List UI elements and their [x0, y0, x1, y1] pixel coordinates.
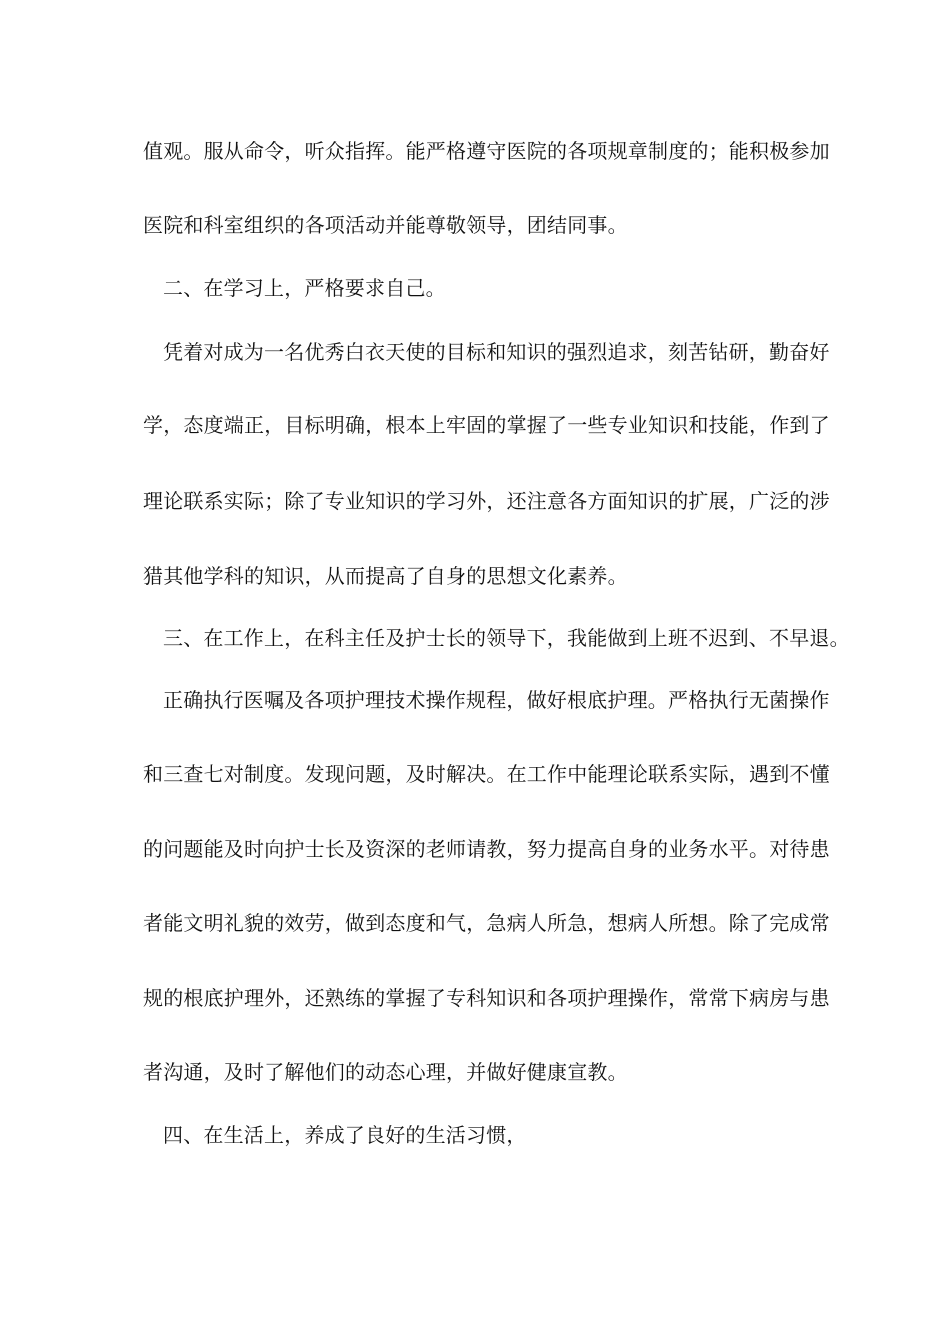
- text-line: 学，态度端正，目标明确，根本上牢固的掌握了一些专业知识和技能，作到了: [143, 413, 830, 437]
- text-line: 猎其他学科的知识，从而提高了自身的思想文化素养。: [143, 564, 628, 588]
- text-line: 规的根底护理外，还熟练的掌握了专科知识和各项护理操作，常常下病房与患: [143, 986, 830, 1010]
- text-line: 值观。服从命令，听众指挥。能严格遵守医院的各项规章制度的；能积极参加: [143, 139, 830, 163]
- text-line: 医院和科室组织的各项活动并能尊敬领导，团结同事。: [143, 213, 628, 237]
- text-line: 和三查七对制度。发现问题，及时解决。在工作中能理论联系实际，遇到不懂: [143, 762, 830, 786]
- text-line: 正确执行医嘱及各项护理技术操作规程，做好根底护理。严格执行无菌操作: [163, 688, 830, 712]
- section-heading: 三、在工作上，在科主任及护士长的领导下，我能做到上班不迟到、不早退。: [163, 626, 850, 650]
- section-heading: 二、在学习上，严格要求自己。: [163, 276, 446, 300]
- section-heading: 四、在生活上，养成了良好的生活习惯，: [163, 1123, 527, 1147]
- text-line: 者能文明礼貌的效劳，做到态度和气，急病人所急，想病人所想。除了完成常: [143, 911, 830, 935]
- text-line: 理论联系实际；除了专业知识的学习外，还注意各方面知识的扩展，广泛的涉: [143, 489, 830, 513]
- text-line: 者沟通，及时了解他们的动态心理，并做好健康宣教。: [143, 1060, 628, 1084]
- text-line: 凭着对成为一名优秀白衣天使的目标和知识的强烈追求，刻苦钻研，勤奋好: [163, 340, 830, 364]
- text-line: 的问题能及时向护士长及资深的老师请教，努力提高自身的业务水平。对待患: [143, 837, 830, 861]
